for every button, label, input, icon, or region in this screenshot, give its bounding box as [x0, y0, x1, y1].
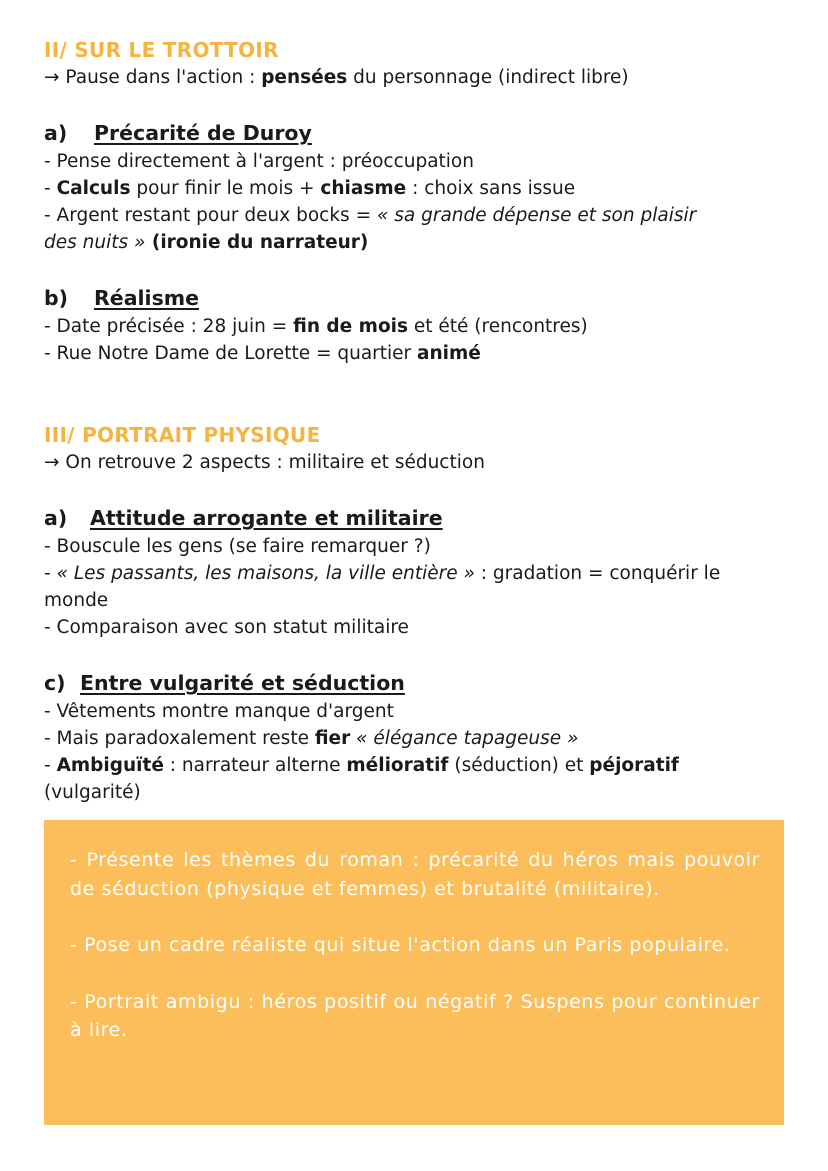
- conclusion-box: [44, 820, 784, 1125]
- bullet-line-continued: des nuits » (ironie du narrateur): [44, 232, 369, 253]
- subsection-3a-heading: a) Attitude arrogante et militaire: [44, 506, 443, 530]
- subsection-2b-heading: b) Réalisme: [44, 286, 200, 310]
- arrow-icon: →: [44, 67, 60, 88]
- bullet-line: - Argent restant pour deux bocks = « sa grande dépense et son plaisir: [44, 205, 697, 226]
- section-2-intro: → Pause dans l'action : pensées du personnage (indirect libre): [44, 67, 629, 88]
- section-3-title: III/ PORTRAIT PHYSIQUE: [44, 423, 321, 447]
- conclusion-point: - Pose un cadre réaliste qui situe l'action dans un Paris populaire.: [70, 934, 731, 956]
- section-3-intro: → On retrouve 2 aspects : militaire et séduction: [44, 452, 485, 473]
- bullet-line: - Ambiguïté : narrateur alterne mélioratif (séduction) et péjoratif: [44, 755, 679, 776]
- subsection-3c-heading: c) Entre vulgarité et séduction: [44, 671, 405, 695]
- bullet-line: - « Les passants, les maisons, la ville entière » : gradation = conquérir le: [44, 563, 721, 584]
- document-body: [44, 36, 784, 806]
- bullet-line-continued: monde: [44, 590, 109, 611]
- subsection-2a-title: Précarité de Duroy: [94, 121, 312, 145]
- subsection-3a-title: Attitude arrogante et militaire: [90, 506, 443, 530]
- bullet-line-continued: (vulgarité): [44, 782, 141, 803]
- bullet-line: - Pense directement à l'argent : préoccupation: [44, 151, 474, 172]
- section-2-title: II/ SUR LE TROTTOIR: [44, 38, 279, 62]
- bullet-line: - Rue Notre Dame de Lorette = quartier animé: [44, 343, 481, 364]
- subsection-2a-heading: a) Précarité de Duroy: [44, 121, 312, 145]
- bullet-line: - Vêtements montre manque d'argent: [44, 701, 394, 722]
- bullet-line: - Date précisée : 28 juin = fin de mois et été (rencontres): [44, 316, 588, 337]
- bullet-line: - Bouscule les gens (se faire remarquer ?): [44, 536, 431, 557]
- subsection-2b-title: Réalisme: [94, 286, 200, 310]
- conclusion-point: - Portrait ambigu : héros positif ou négatif ? Suspens pour continuer à lire.: [70, 990, 760, 1041]
- bullet-line: - Calculs pour finir le mois + chiasme : choix sans issue: [44, 178, 576, 199]
- subsection-3c-title: Entre vulgarité et séduction: [80, 671, 405, 695]
- conclusion-point: - Présente les thèmes du roman : précarité du héros mais pouvoir de séduction (physique et femmes) et brutalité (militaire).: [70, 849, 760, 900]
- bullet-line: - Mais paradoxalement reste fier « élégance tapageuse »: [44, 728, 579, 749]
- bullet-line: - Comparaison avec son statut militaire: [44, 617, 409, 638]
- arrow-icon: →: [44, 452, 60, 473]
